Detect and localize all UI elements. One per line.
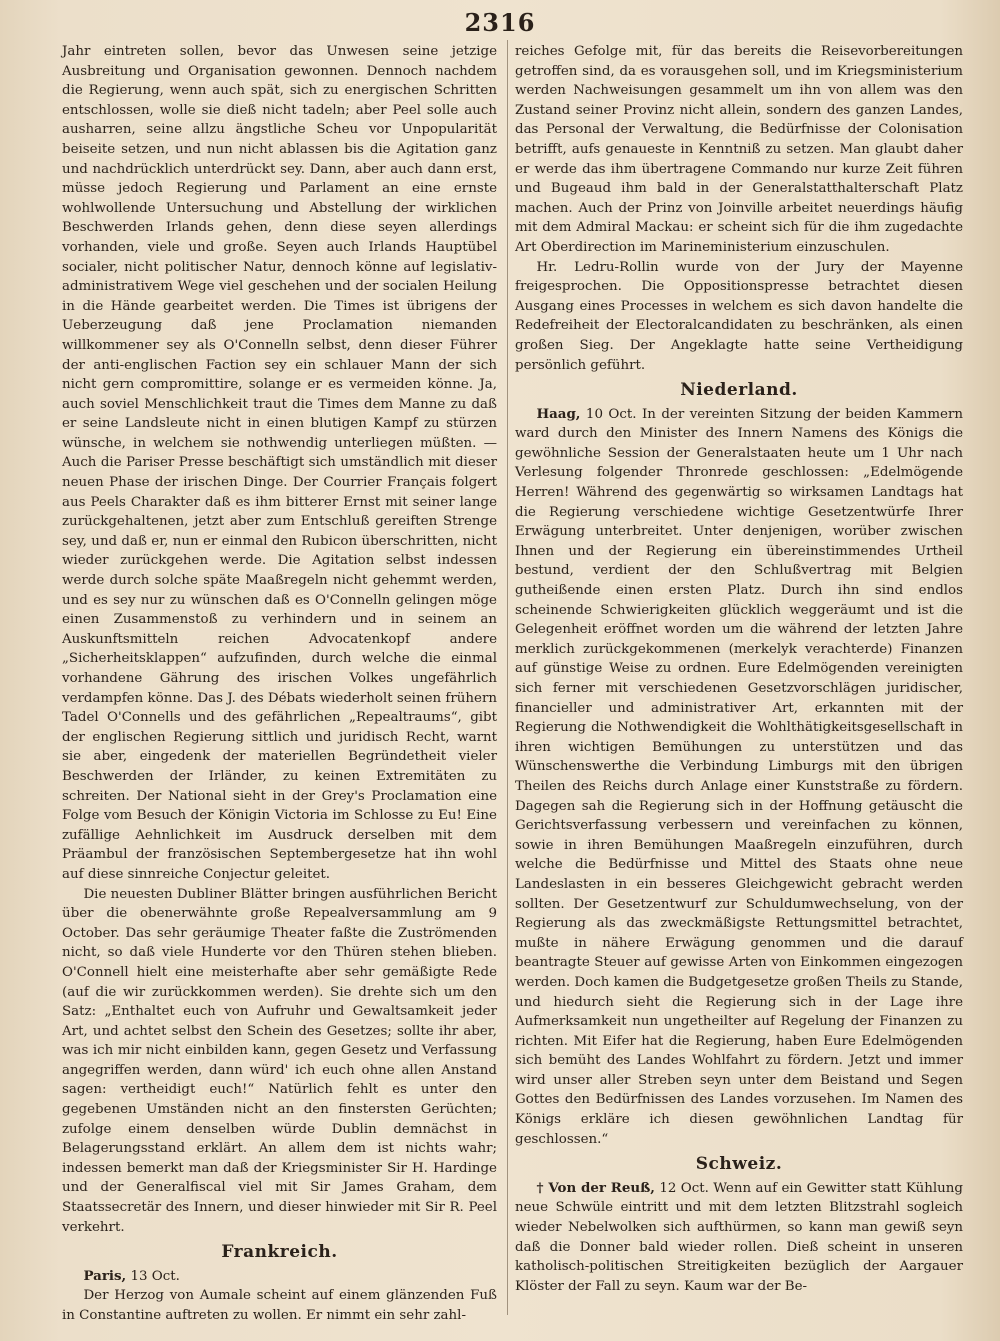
dateline-date: 10 Oct.: [585, 406, 637, 422]
article-paris: [62, 1267, 497, 1287]
section-heading-niederland: Niederland.: [680, 380, 798, 401]
article-reuss: [515, 1179, 963, 1297]
paragraph-ledru-rollin: Hr. Ledru-Rollin wurde von der Jury der Mayenne freigesprochen. Die Oppositionspresse betrachtet diesen Ausgang eines Processes in welchem es sich davon handelte die Redefreiheit der Electoralcandidaten zu beschränken, als einen großen Sieg. Der Angeklagte hatte seine Vertheidigung persönlich geführt.: [515, 259, 963, 373]
column-divider: [507, 40, 508, 1315]
article-haag: [515, 405, 963, 1150]
paragraph-aumale-continued: reiches Gefolge mit, für das bereits die Reisevorbereitungen getroffen sind, da es vorausgehen soll, und im Kriegsministerium werden Nachweisungen gesammelt um ihn von allem was den Zustand seiner Provinz nicht allein, sondern des ganzen Landes, das Personal der Verwaltung, die Bedürfnisse der Colonisation betrifft, aufs genaueste in Kenntniß zu setzen. Man glaubt daher er werde das ihm übertragene Commando nur kurze Zeit führen und Bugeaud ihm bald in der Generalstatthalterschaft Platz machen. Auch der Prinz von Joinville arbeitet neuerdings häufig mit dem Admiral Mackau: er scheint sich für die ihm zugedachte Art Oberdirection im Marineministerium einzuschulen.: [515, 44, 963, 255]
section-heading-schweiz: Schweiz.: [695, 1154, 783, 1175]
dateline-place: † Von der Reuß,: [536, 1179, 655, 1196]
page-number: 2316: [464, 8, 536, 37]
paragraph-aumale: Der Herzog von Aumale scheint auf einem glänzenden Fuß in Constantine auftreten zu wollen. Er nimmt ein sehr zahl-: [62, 1288, 497, 1323]
paragraph-dublin-meeting: Die neuesten Dubliner Blätter bringen ausführlichen Bericht über die obenerwähnte große Repealversammlung am 9 October. Das sehr geräumige Theater faßte die Zuströmenden nicht, so daß viele Hunderte vor den Thüren stehen blieben. O'Connell hielt eine meisterhafte aber sehr gemäßigte Rede (auf die wir zurückkommen werden). Sie drehte sich um den Satz: „Enthaltet euch von Aufruhr und Gewaltsamkeit jeder Art, und achtet selbst den Schein des Gesetzes; sollte ihr aber, was ich mir nicht einbilden kann, gegen Gesetz und Verfassung angegriffen werden, dann würd' ich euch ohne allen Anstand sagen: vertheidigt euch!“ Natürlich fehlt es unter den gegebenen Umständen nicht an den finstersten Gerüchten; zufolge einem denselben würde Dublin demnächst in Belagerungsstand erklärt. An allem dem ist nichts wahr; indessen bemerkt man daß der Kriegsminister Sir H. Hardinge und der Generalfiscal viel mit Sir James Graham, dem Staatssecretär des Innern, und dieser hinwieder mit Sir R. Peel verkehrt.: [62, 886, 497, 1235]
dateline-date: 12 Oct.: [659, 1180, 709, 1196]
left-column: [62, 42, 497, 1326]
paragraph-thronrede: In der vereinten Sitzung der beiden Kammern ward durch den Minister des Innern Namens des Königs die gewöhnliche Session der Generalstaaten heute um 1 Uhr nach Verlesung folgender Thronrede geschlossen: „Edelmögende Herren! Während des gegenwärtig so wirksamen Landtags hat die Regierung verschiedene wichtige Gesetzentwürfe Ihrer Erwägung unterbreitet. Unter denjenigen, worüber zwischen Ihnen und der Regierung ein übereinstimmendes Urtheil bestund, verdient der den Schlußvertrag mit Belgien gutheißende einen ersten Platz. Durch ihn sind endlos scheinende Schwierigkeiten glücklich weggeräumt und ist die Gelegenheit eröffnet worden um die während der letzten Jahre merklich zurückgekommenen (merkelyk verachterde) Finanzen auf günstige Weise zu ordnen. Eure Edelmögenden vereinigten sich ferner mit verschiedenen Gesetzvorschlägen juridischer, financieller und administrativer Art, erkannten mit der Regierung die Nothwendigkeit die Wohlthätigkeitsgesellschaft in ihren wichtigen Bemühungen zu unterstützen und das Wünschenswerthe die Verbindung Limburgs mit den übrigen Theilen des Reichs durch Anlage einer Kunststraße zu fördern. Dagegen sah die Regierung sich in der Hoffnung getäuscht die Gerichtsverfassung verbessern und vereinfachen zu können, sowie in ihren Bemühungen Maaßregeln einzuführen, durch welche die Bedürfnisse und Mittel des Staats ohne neue Landeslasten in ein besseres Gleichgewicht gebracht werden sollten. Der Gesetzentwurf zur Schuldumwechselung, von der Regierung als das zweckmäßigste Rettungsmittel betrachtet, mußte in nähere Erwägung genommen und die darauf beantragte Steuer auf gewisse Arten von Einkommen eingezogen werden. Doch kamen die Budgetgesetze großen Theils zu Stande, und hiedurch sieht die Regierung sich in der Lage ihre Aufmerksamkeit nun ungetheilter auf Regelung der Finanzen zu richten. Mit Eifer hat die Regierung, haben Eure Edelmögenden sich bemüht des Landes Wohlfahrt zu fördern. Jetzt und immer wird unser aller Streben seyn unter dem Beistand und Segen Gottes den Bedürfnissen des Landes vorzusehen. Im Namen des Königs erkläre ich diesen gewöhnlichen Landtag für geschlossen.“: [515, 406, 963, 1147]
section-heading-frankreich: Frankreich.: [221, 1242, 338, 1263]
paragraph-ireland-continued: Jahr eintreten sollen, bevor das Unwesen seine jetzige Ausbreitung und Organisation gewonnen. Dennoch nachdem die Regierung, wenn auch spät, sich zu energischen Schritten entschlossen, wolle sie dieß nicht tadeln; aber Peel solle auch ausharren, seine allzu ängstliche Scheu vor Unpopularität beiseite setzen, und nun nicht ablassen bis die Agitation ganz und nachdrücklich unterdrückt sey. Dann, aber auch dann erst, müsse jedoch Regierung und Parlament an eine ernste wohlwollende Untersuchung und Abstellung der wirklichen Beschwerden Irlands gehen, denn diese seyen allerdings vorhanden, viele und große. Seyen auch Irlands Hauptübel socialer, nicht politischer Natur, dennoch könne auf legislativ-administrativem Wege viel geschehen und der socialen Heilung in die Hände gearbeitet werden. Die Times ist übrigens der Ueberzeugung daß jene Proclamation niemanden willkommener sey als O'Connelln selbst, denn dieser Führer der anti-englischen Faction sey ein schlauer Mann der sich nicht gern compromittire, solange er es vermeiden könne. Ja, auch soviel Menschlichkeit traut die Times dem Manne zu daß er seine Landsleute nicht in einen blutigen Kampf zu stürzen wünsche, in welchem sie nothwendig unterliegen müßten. — Auch die Pariser Presse beschäftigt sich umständlich mit dieser neuen Phase der irischen Dinge. Der Courrier Français folgert aus Peels Charakter daß es ihm bitterer Ernst mit seiner lange zurückgehaltenen, jetzt aber zum Entschluß gereiften Strenge sey, und daß er, nun er einmal den Rubicon überschritten, nicht wieder zurückgehen werde. Die Agitation selbst indessen werde durch solche späte Maaßregeln nicht gehemmt werden, und es sey nur zu wünschen daß es O'Connelln gelingen möge einen Zusammenstoß zu verhindern und in seinem an Auskunftsmitteln reichen Advocatenkopf andere „Sicherheitsklappen“ aufzufinden, durch welche die einmal vorhandene Gährung des irischen Volkes ungefährlich verdampfen könne. Das J. des Débats wiederholt seinen frühern Tadel O'Connells und des gefährlichen „Repealtraums“, gibt der englischen Regierung sittlich und juridisch Recht, warnt sie aber, eingedenk der materiellen Begründetheit vieler Beschwerden der Irländer, zu keinen Extremitäten zu schreiten. Der National sieht in der Grey's Proclamation eine Folge vom Besuch der Königin Victoria im Schlosse zu Eu! Eine zufällige Aehnlichkeit im Ausdruck derselben mit dem Präambul der französischen Septembergesetze hat ihn wohl auf diese sinnreiche Conjectur geleitet.: [62, 44, 497, 882]
dateline-place: Paris,: [83, 1267, 127, 1284]
dateline-place: Haag,: [536, 405, 581, 422]
paragraph-aargau: Wenn auf ein Gewitter statt Kühlung neue Schwüle eintritt und mit dem letzten Blitzstrahl sogleich wieder Nebelwolken sich aufthürmen, so kann man gewiß seyn daß die Donner bald wieder rollen. Dieß scheint in unseren katholisch-politischen Streitigkeiten bezüglich der Aargauer Klöster der Fall zu seyn. Kaum war der Be-: [515, 1180, 963, 1294]
dateline-date: 13 Oct.: [130, 1268, 180, 1284]
right-column: [515, 42, 963, 1296]
